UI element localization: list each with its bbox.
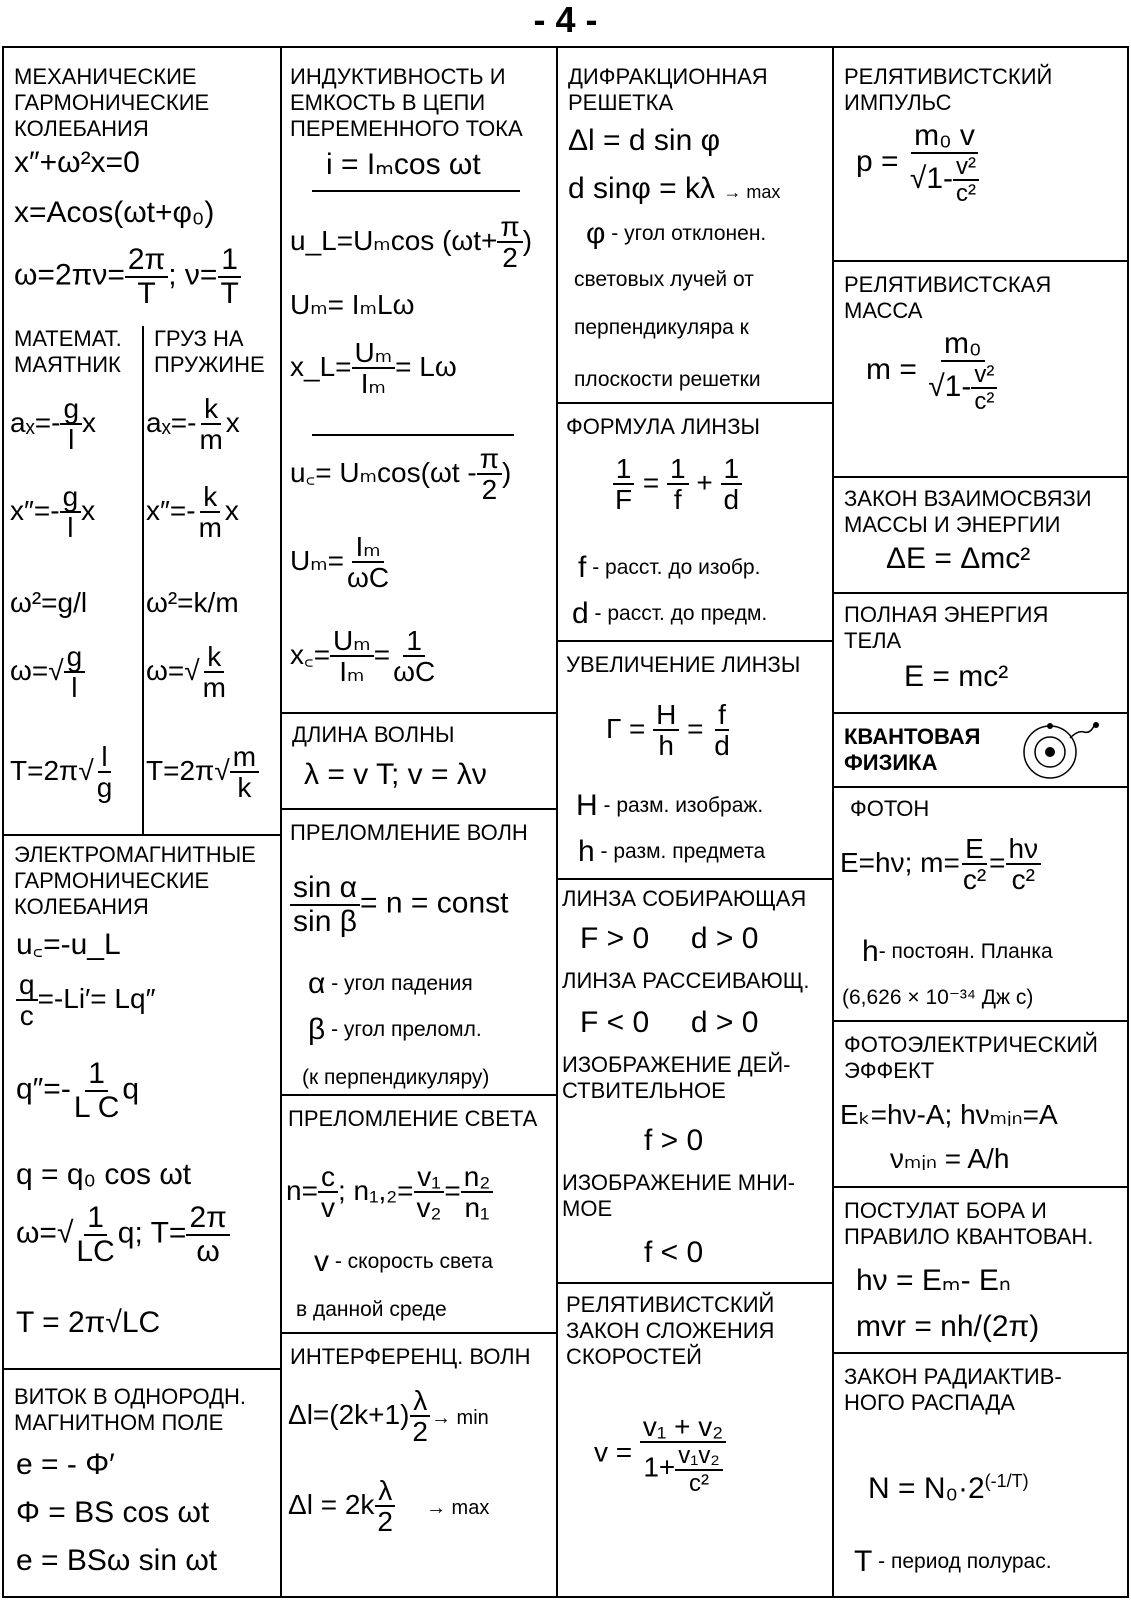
math-pendulum-box bbox=[4, 326, 144, 834]
formula: q = q₀ cos ωt bbox=[16, 1158, 192, 1191]
formula: f > 0 bbox=[644, 1124, 704, 1157]
formula: E=hν; m= $\frac{E}{\text{c²}}$ = $\frac{h\nu}{\text{c²}}$ bbox=[840, 834, 1041, 895]
formula: T = 2π√LC bbox=[16, 1306, 161, 1339]
box-title: ИЗОБРАЖЕНИЕ МНИ- МОЕ bbox=[562, 1170, 796, 1221]
box-title: ПОЛНАЯ ЭНЕРГИЯ ТЕЛА bbox=[844, 602, 1049, 653]
formula: x꜀= $\frac{\text{Uₘ}}{\text{Iₘ}}$ = $\frac{1}{\omega C}$ bbox=[290, 625, 436, 688]
formula: ω=√ $\frac{1}{LC}$ q; T= $\frac{2\pi}{\omega}$ bbox=[16, 1202, 230, 1267]
formula: v = v₁ + v₂ 1+ $\frac{\text{v₁v₂}}{\text{c²}}$ bbox=[594, 1412, 726, 1496]
formula: Δl = d sin φ bbox=[568, 124, 721, 157]
formula: x″=- $\frac{k}{m}$ x bbox=[146, 481, 239, 544]
formula: ω=2πν= $\frac{2\pi}{T}$ ; ν= $\frac{1}{T}$ bbox=[14, 244, 242, 309]
divider bbox=[312, 434, 514, 436]
note: β - угол преломл. bbox=[308, 1013, 482, 1046]
formula: e = - Φ′ bbox=[16, 1448, 115, 1481]
radioactive-decay-box bbox=[834, 1354, 1127, 1598]
diffraction-grating-box bbox=[558, 48, 834, 404]
box-title: ФОРМУЛА ЛИНЗЫ bbox=[566, 414, 760, 439]
box-title: ГРУЗ НА ПРУЖИНЕ bbox=[154, 326, 265, 377]
note: α - угол падения bbox=[308, 967, 473, 1000]
box-title: ВИТОК В ОДНОРОДН. МАГНИТНОМ ПОЛЕ bbox=[14, 1384, 247, 1435]
box-title: ЛИНЗА РАССЕИВАЮЩ. bbox=[562, 968, 810, 993]
box-title: РЕЛЯТИВИСТСКАЯ МАССА bbox=[844, 272, 1052, 323]
formula-sheet bbox=[2, 46, 1129, 1598]
box-title: ФОТОН bbox=[850, 796, 930, 821]
box-title: ПРЕЛОМЛЕНИЕ ВОЛН bbox=[290, 820, 528, 845]
formula: E = mc² bbox=[904, 660, 1009, 693]
formula: u_L=Uₘcos (ωt+ $\frac{\pi}{2}$ ) bbox=[290, 211, 533, 274]
note: световых лучей от bbox=[574, 268, 754, 291]
formula: T=2π√ $\frac{l}{g}$ bbox=[10, 741, 113, 804]
formula: x=Acos(ωt+φ₀) bbox=[14, 196, 215, 229]
note: T - период полурас. bbox=[854, 1545, 1052, 1578]
formula: u꜀=-u_L bbox=[16, 928, 121, 961]
velocity-addition-box bbox=[558, 1284, 834, 1598]
note: f - расст. до изобр. bbox=[578, 551, 761, 584]
formula: Uₘ= $\frac{\text{Iₘ}}{\omega C}$ bbox=[290, 531, 390, 594]
box-title: ДЛИНА ВОЛНЫ bbox=[292, 722, 455, 747]
formula: q″=- $\frac{1}{\text{L C}}$ q bbox=[16, 1057, 140, 1124]
formula: Δl=(2k+1) $\frac{\lambda}{2}$ → min bbox=[288, 1385, 489, 1448]
note: H - разм. изображ. bbox=[576, 789, 764, 822]
formula: Uₘ= IₘLω bbox=[290, 289, 415, 320]
interference-box bbox=[282, 1334, 558, 1598]
box-title: РЕЛЯТИВИСТСКИЙ ЗАКОН СЛОЖЕНИЯ СКОРОСТЕЙ bbox=[566, 1292, 775, 1369]
box-title: МАТЕМАТ. МАЯТНИК bbox=[14, 326, 122, 377]
mass-energy-box bbox=[834, 478, 1127, 594]
lens-magnification-box bbox=[558, 642, 834, 880]
box-title: ФОТОЭЛЕКТРИЧЕСКИЙ ЭФФЕКТ bbox=[844, 1032, 1098, 1083]
light-refraction-box bbox=[282, 1096, 558, 1334]
formula: T=2π√ $\frac{m}{k}$ bbox=[146, 742, 259, 803]
box-title: ЗАКОН РАДИАКТИВ- НОГО РАСПАДА bbox=[844, 1364, 1062, 1415]
box-title: ИЗОБРАЖЕНИЕ ДЕЙ- СТВИТЕЛЬНОЕ bbox=[562, 1052, 791, 1103]
formula: u꜀= Uₘcos(ωt - $\frac{\pi}{2}$ ) bbox=[290, 443, 512, 506]
lens-types-box bbox=[558, 880, 834, 1284]
formula: aₓ=- $\frac{g}{l}$ x bbox=[10, 393, 97, 456]
spring-mass-box bbox=[144, 326, 282, 834]
wavelength-box bbox=[282, 714, 558, 810]
formula: n= $\frac{c}{v}$ ; n₁,₂= $\frac{\text{v₁}}{\text{v₂}}$ = $\frac{\text{n₂}}{\text{n₁}}$ bbox=[286, 1162, 493, 1223]
formula: Г = $\frac{H}{h}$ = $\frac{f}{d}$ bbox=[606, 699, 730, 762]
formula: $\frac{\text{sin α}}{\text{sin β}}$ = n = const bbox=[290, 872, 508, 937]
formula: x″=- $\frac{g}{l}$ x bbox=[10, 481, 96, 544]
formula: $N = N_0\cdot 2^{(-1/T)}$ bbox=[868, 1471, 1029, 1505]
note: в данной среде bbox=[296, 1298, 447, 1321]
formula: hν = Eₘ- Eₙ bbox=[856, 1264, 1011, 1297]
note: h- постоян. Планка bbox=[862, 935, 1053, 968]
formula: ΔE = Δmc² bbox=[886, 542, 1031, 575]
formula: x″+ω²x=0 bbox=[14, 146, 140, 179]
box-title: РЕЛЯТИВИСТСКИЙ ИМПУЛЬС bbox=[844, 64, 1053, 115]
formula: Eₖ=hν-A; hνₘᵢₙ=A bbox=[840, 1099, 1058, 1130]
photon-box bbox=[834, 788, 1127, 1022]
photoelectric-box bbox=[834, 1022, 1127, 1188]
box-title: ИНДУКТИВНОСТЬ И ЕМКОСТЬ В ЦЕПИ ПЕРЕМЕННОГО ТОКА bbox=[290, 64, 523, 141]
formula: $\frac{q}{c}$ =-Li′= Lq″ bbox=[16, 970, 155, 1031]
formula: ω=√ $\frac{g}{l}$ bbox=[10, 642, 85, 703]
formula: e = BSω sin ωt bbox=[16, 1544, 218, 1577]
note: φ - угол отклонен. bbox=[586, 217, 767, 250]
formula: f < 0 bbox=[644, 1236, 704, 1269]
atom-icon bbox=[1020, 720, 1110, 780]
total-energy-box bbox=[834, 594, 1127, 714]
section-title: КВАНТОВАЯ ФИЗИКА bbox=[844, 724, 981, 775]
divider bbox=[312, 190, 520, 192]
formula: x_L= $\frac{\text{Uₘ}}{\text{Iₘ}}$ = Lω bbox=[290, 337, 457, 400]
box-title: УВЕЛИЧЕНИЕ ЛИНЗЫ bbox=[566, 652, 801, 677]
rel-momentum-box bbox=[834, 48, 1127, 262]
note: перпендикуляра к bbox=[574, 316, 749, 339]
formula: Φ = BS cos ωt bbox=[16, 1496, 210, 1529]
note: плоскости решетки bbox=[574, 368, 761, 391]
box-title: ДИФРАКЦИОННАЯ РЕШЕТКА bbox=[568, 64, 768, 115]
box-title: ЛИНЗА СОБИРАЮЩАЯ bbox=[562, 886, 807, 911]
formula: mvr = nh/(2π) bbox=[856, 1310, 1040, 1343]
wave-refraction-box bbox=[282, 810, 558, 1096]
formula: νₘᵢₙ = A/h bbox=[890, 1143, 1010, 1174]
formula: F < 0 d > 0 bbox=[580, 1006, 759, 1039]
formula: p = m₀ v √1- $\frac{\text{v²}}{\text{c²}}$ bbox=[856, 120, 982, 206]
formula: $\frac{1}{F}$ = $\frac{1}{f}$ + $\frac{1}{d}$ bbox=[612, 454, 742, 515]
coil-box bbox=[4, 1370, 282, 1598]
formula: λ = v T; v = λν bbox=[304, 758, 487, 791]
em-oscillations-box bbox=[4, 834, 282, 1370]
formula: d sinφ = kλ → max bbox=[568, 172, 781, 205]
bohr-postulate-box bbox=[834, 1188, 1127, 1354]
box-title: МЕХАНИЧЕСКИЕ ГАРМОНИЧЕСКИЕ КОЛЕБАНИЯ bbox=[14, 64, 210, 141]
formula: ω²=k/m bbox=[146, 587, 239, 618]
lens-formula-box bbox=[558, 404, 834, 642]
box-title: ЭЛЕКТРОМАГНИТНЫЕ ГАРМОНИЧЕСКИЕ КОЛЕБАНИЯ bbox=[14, 842, 256, 919]
note: h - разм. предмета bbox=[578, 835, 766, 868]
note: (6,626 × 10⁻³⁴ Дж с) bbox=[842, 986, 1034, 1009]
box-title: ПОСТУЛАТ БОРА И ПРАВИЛО КВАНТОВАН. bbox=[844, 1198, 1094, 1249]
quantum-physics-box bbox=[834, 714, 1127, 788]
note: v - скорость света bbox=[314, 1245, 493, 1278]
note: (к перпендикуляру) bbox=[302, 1066, 490, 1089]
formula: ω=√ $\frac{k}{m}$ bbox=[146, 641, 226, 704]
formula: ω²=g/l bbox=[10, 587, 88, 618]
formula: Δl = 2k $\frac{\lambda}{2}$ → max bbox=[288, 1475, 490, 1538]
formula: i = Iₘcos ωt bbox=[326, 148, 481, 181]
formula: m = m₀ √1- $\frac{\text{v²}}{\text{c²}}$ bbox=[866, 328, 1000, 414]
inductance-box bbox=[282, 48, 558, 714]
rel-mass-box bbox=[834, 262, 1127, 478]
box-title: ЗАКОН ВЗАИМОСВЯЗИ МАССЫ И ЭНЕРГИИ bbox=[844, 486, 1092, 537]
box-title: ИНТЕРФЕРЕНЦ. ВОЛН bbox=[290, 1344, 531, 1369]
note: d - расст. до предм. bbox=[572, 597, 768, 630]
box-title: ПРЕЛОМЛЕНИЕ СВЕТА bbox=[288, 1106, 538, 1131]
page-number: - 4 - bbox=[533, 0, 598, 40]
mech-oscillations-box bbox=[4, 48, 282, 326]
formula: F > 0 d > 0 bbox=[580, 922, 759, 955]
formula: aₓ=- $\frac{k}{m}$ x bbox=[146, 393, 240, 456]
